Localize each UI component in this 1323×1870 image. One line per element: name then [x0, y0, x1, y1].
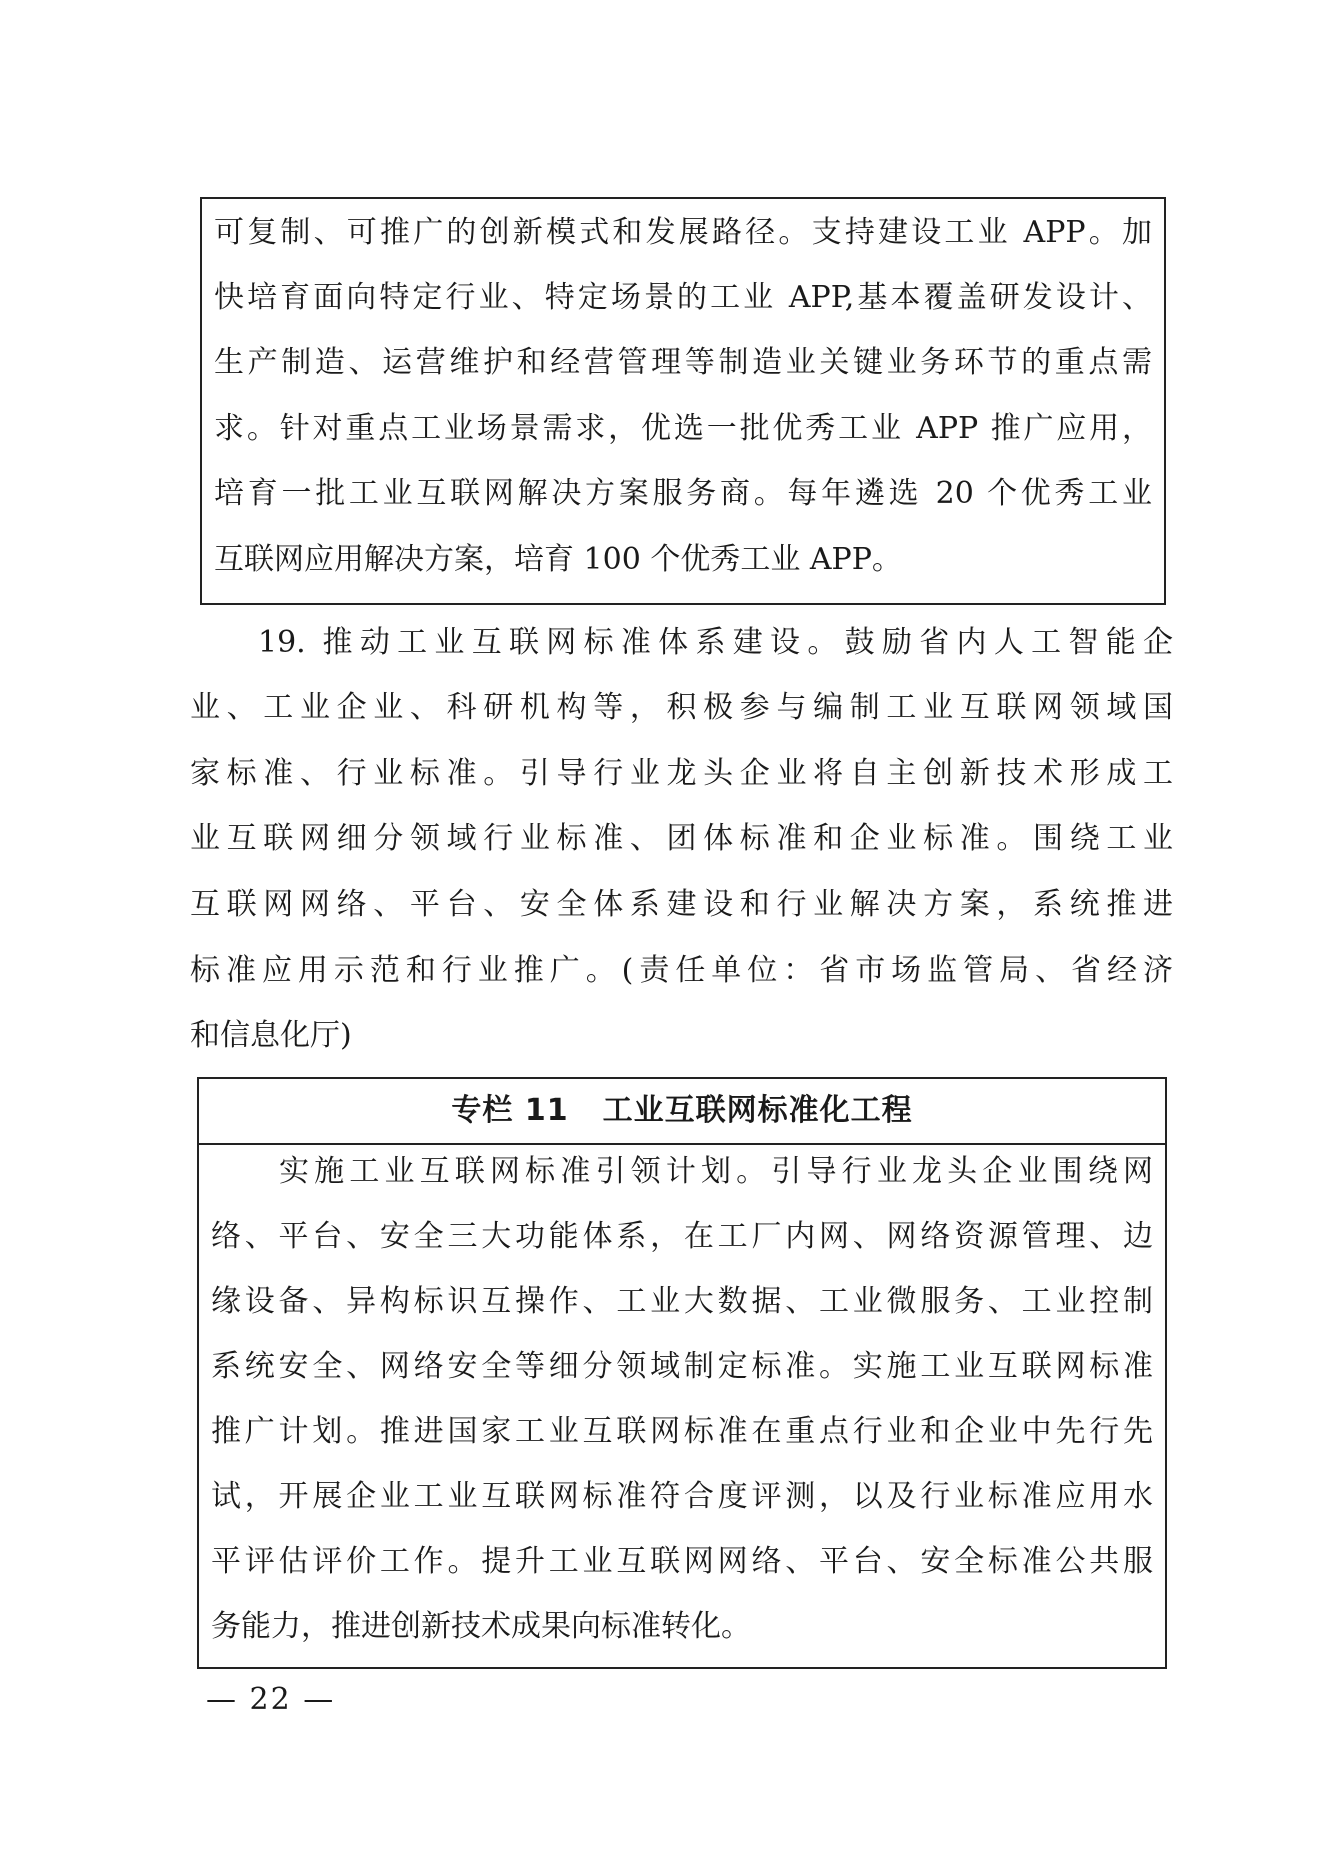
- paragraph-heading-line: 19. 推动工业互联网标准体系建设。鼓励省内人工智能企: [258, 625, 1173, 660]
- text-line: 系统安全、网络安全等细分领域制定标准。实施工业互联网标准: [211, 1349, 1153, 1384]
- text-line: 标准应用示范和行业推广。(责任单位：省市场监管局、省经济: [190, 953, 1173, 988]
- text-line: 快培育面向特定行业、特定场景的工业 APP,基本覆盖研发设计、: [214, 280, 1152, 315]
- feature-box-body: [214, 213, 1152, 603]
- paragraph-19: [190, 617, 1173, 1067]
- feature-box-standards: [197, 1077, 1167, 1669]
- text-line: 求。针对重点工业场景需求，优选一批优秀工业 APP 推广应用，: [214, 411, 1152, 446]
- text-line: 生产制造、运营维护和经营管理等制造业关键业务环节的重点需: [214, 345, 1152, 380]
- text-line: 互联网网络、平台、安全体系建设和行业解决方案，系统推进: [190, 887, 1173, 922]
- feature-box-title: [199, 1079, 1165, 1145]
- text-line: 缘设备、异构标识互操作、工业大数据、工业微服务、工业控制: [211, 1284, 1153, 1319]
- feature-box-app-promotion: [200, 197, 1166, 605]
- feature-box-body: [211, 1143, 1153, 1667]
- text-line: 推广计划。推进国家工业互联网标准在重点行业和企业中先行先: [211, 1414, 1153, 1449]
- text-line: 和信息化厅): [190, 1018, 352, 1053]
- text-line: 平评估评价工作。提升工业互联网网络、平台、安全标准公共服: [211, 1544, 1153, 1579]
- text-line: 家标准、行业标准。引导行业龙头企业将自主创新技术形成工: [190, 756, 1173, 791]
- text-line: 培育一批工业互联网解决方案服务商。每年遴选 20 个优秀工业: [214, 476, 1152, 511]
- text-line: 业互联网细分领域行业标准、团体标准和企业标准。围绕工业: [190, 821, 1173, 856]
- text-line: 务能力，推进创新技术成果向标准转化。: [211, 1609, 751, 1644]
- text-line: 可复制、可推广的创新模式和发展路径。支持建设工业 APP。加: [214, 215, 1152, 250]
- text-line: 实施工业互联网标准引领计划。引导行业龙头企业围绕网: [279, 1154, 1153, 1189]
- column-number: 专栏 11: [451, 1093, 569, 1128]
- text-line: 业、工业企业、科研机构等，积极参与编制工业互联网领域国: [190, 690, 1173, 725]
- page-number: — 22 —: [206, 1682, 336, 1717]
- text-line: 络、平台、安全三大功能体系，在工厂内网、网络资源管理、边: [211, 1219, 1153, 1254]
- text-line: 互联网应用解决方案，培育 100 个优秀工业 APP。: [214, 542, 902, 577]
- text-line: 试，开展企业工业互联网标准符合度评测，以及行业标准应用水: [211, 1479, 1153, 1514]
- column-title: 工业互联网标准化工程: [602, 1093, 913, 1128]
